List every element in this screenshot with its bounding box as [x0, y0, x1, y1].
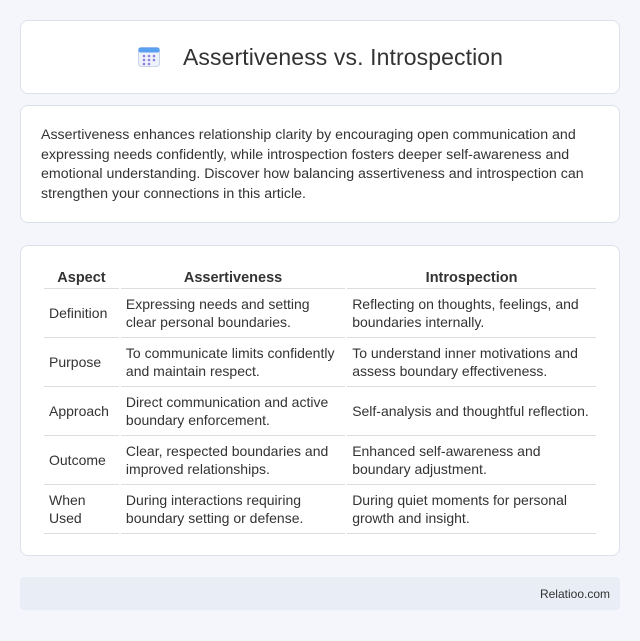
cell-assertiveness: Direct communication and active boundary enforcement. [121, 387, 345, 436]
comparison-table [42, 266, 598, 534]
cell-assertiveness: To communicate limits confidently and maintain respect. [121, 338, 345, 387]
cell-introspection: Self-analysis and thoughtful reflection. [347, 387, 596, 436]
header-card [20, 20, 620, 94]
intro-card [20, 105, 620, 223]
table-row [44, 387, 596, 436]
header-introspection: Introspection [347, 266, 596, 289]
cell-aspect: Purpose [44, 338, 119, 387]
footer-brand: Relatioo.com [539, 586, 610, 601]
cell-assertiveness: Expressing needs and setting clear personal boundaries. [121, 289, 345, 338]
cell-assertiveness: Clear, respected boundaries and improved relationships. [121, 436, 345, 485]
cell-aspect: Approach [44, 387, 119, 436]
table-header-row [44, 266, 596, 289]
table-row [44, 338, 596, 387]
intro-paragraph: Assertiveness enhances relationship clarity by encouraging open communication and expressing needs confidently, while introspection fosters deeper self-awareness and emotional understanding. Discover how balancing assertiveness and introspection can strengthen your connections in this article. [41, 127, 584, 202]
cell-aspect: Outcome [44, 436, 119, 485]
cell-aspect: When Used [44, 485, 119, 534]
calendar-icon [137, 45, 161, 69]
table-row [44, 289, 596, 338]
cell-introspection: Reflecting on thoughts, feelings, and boundaries internally. [347, 289, 596, 338]
comparison-card [20, 245, 620, 556]
cell-introspection: Enhanced self-awareness and boundary adjustment. [347, 436, 596, 485]
header-assertiveness: Assertiveness [121, 266, 345, 289]
page-title: Assertiveness vs. Introspection [182, 43, 504, 70]
header-aspect: Aspect [44, 266, 119, 289]
cell-aspect: Definition [44, 289, 119, 338]
table-row [44, 485, 596, 534]
cell-introspection: To understand inner motivations and assess boundary effectiveness. [347, 338, 596, 387]
table-row [44, 436, 596, 485]
cell-introspection: During quiet moments for personal growth and insight. [347, 485, 596, 534]
footer-bar [20, 577, 620, 610]
cell-assertiveness: During interactions requiring boundary setting or defense. [121, 485, 345, 534]
